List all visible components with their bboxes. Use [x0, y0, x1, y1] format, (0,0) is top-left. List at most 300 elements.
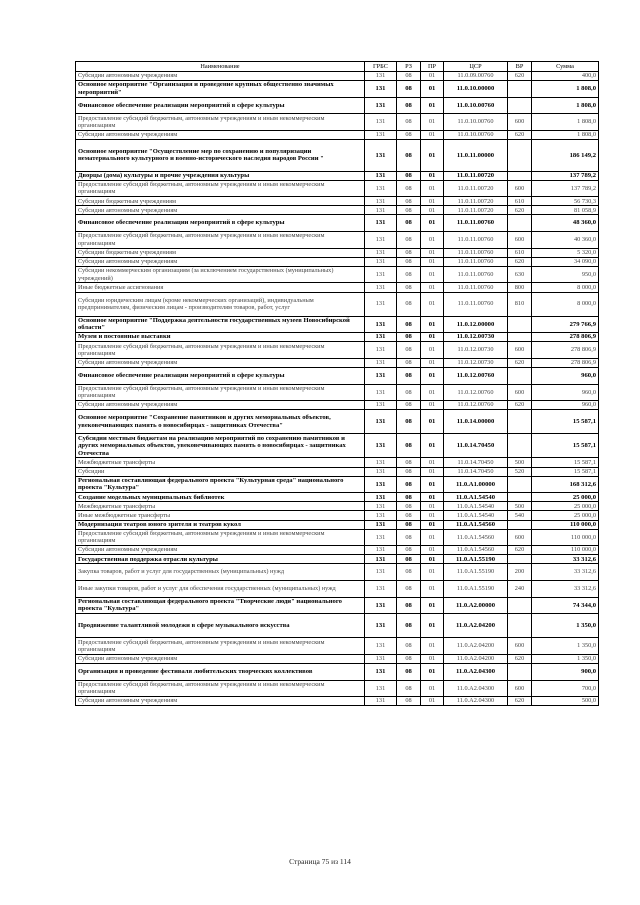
row-name: Иные бюджетные ассигнования: [76, 283, 365, 292]
row-csr: 11.0.11.00760: [444, 266, 508, 283]
row-vr: [508, 367, 532, 384]
row-csr: 11.0.11.00720: [444, 171, 508, 180]
row-pr: 01: [421, 434, 444, 458]
row-rz: 08: [397, 171, 421, 180]
row-sum: 33 312,6: [532, 564, 599, 581]
table-row: [76, 266, 599, 283]
row-vr: [508, 555, 532, 564]
row-name: Межбюджетные трансферты: [76, 458, 365, 467]
row-name: Закупка товаров, работ и услуг для государственных (муниципальных) нужд: [76, 564, 365, 581]
row-csr: 11.0.12.00760: [444, 367, 508, 384]
row-vr: 800: [508, 283, 532, 292]
table-row: [76, 654, 599, 663]
table-header: [76, 62, 599, 72]
row-vr: [508, 663, 532, 680]
row-csr: 11.0.11.00760: [444, 257, 508, 266]
row-vr: [508, 614, 532, 638]
budget-table: [75, 61, 599, 706]
table-row: [76, 529, 599, 546]
table-row: [76, 171, 599, 180]
row-csr: 11.0.10.00760: [444, 97, 508, 114]
row-name: Предоставление субсидий бюджетным, автономным учреждениям и иным некоммерческим организациям: [76, 384, 365, 401]
row-grbs: 131: [365, 434, 397, 458]
table-row: [76, 680, 599, 697]
row-name: Субсидии некоммерческим организациям (за исключением государственных (муниципальных) учреждений): [76, 266, 365, 283]
row-rz: 08: [397, 283, 421, 292]
row-rz: 08: [397, 555, 421, 564]
row-pr: 01: [421, 248, 444, 257]
row-vr: 620: [508, 72, 532, 81]
row-sum: 960,0: [532, 367, 599, 384]
row-csr: 11.0.A1.54560: [444, 529, 508, 546]
table-row: [76, 467, 599, 476]
row-vr: 500: [508, 458, 532, 467]
row-sum: 1 350,0: [532, 638, 599, 655]
row-vr: 600: [508, 638, 532, 655]
row-rz: 08: [397, 401, 421, 410]
table-row: [76, 555, 599, 564]
row-rz: 08: [397, 654, 421, 663]
row-vr: 600: [508, 529, 532, 546]
page-footer: Страница 75 из 114: [289, 857, 351, 866]
row-sum: 1 808,0: [532, 81, 599, 98]
row-sum: 33 312,6: [532, 555, 599, 564]
row-grbs: 131: [365, 171, 397, 180]
row-sum: 110 000,0: [532, 520, 599, 529]
row-vr: [508, 410, 532, 434]
row-grbs: 131: [365, 206, 397, 215]
row-vr: [508, 434, 532, 458]
row-csr: 11.0.A2.00000: [444, 597, 508, 614]
row-vr: 610: [508, 197, 532, 206]
table-row: [76, 638, 599, 655]
row-grbs: 131: [365, 139, 397, 171]
table-row: [76, 292, 599, 316]
row-pr: 01: [421, 206, 444, 215]
row-csr: 11.0.A1.54540: [444, 502, 508, 511]
row-csr: 11.0.12.00730: [444, 333, 508, 342]
row-pr: 01: [421, 546, 444, 555]
row-csr: 11.0.12.00730: [444, 342, 508, 359]
row-vr: 600: [508, 384, 532, 401]
row-csr: 11.0.11.00000: [444, 139, 508, 171]
row-grbs: 131: [365, 476, 397, 493]
row-sum: 1 350,0: [532, 654, 599, 663]
table-row: [76, 564, 599, 581]
row-csr: 11.0.09.00760: [444, 72, 508, 81]
table-row: [76, 97, 599, 114]
row-pr: 01: [421, 384, 444, 401]
row-name: Иные закупки товаров, работ и услуг для обеспечения государственных (муниципальных) нужд: [76, 580, 365, 597]
row-sum: 1 808,0: [532, 114, 599, 131]
row-grbs: 131: [365, 502, 397, 511]
row-rz: 08: [397, 248, 421, 257]
row-rz: 08: [397, 502, 421, 511]
row-csr: 11.0.A1.54560: [444, 546, 508, 555]
table-row: [76, 232, 599, 249]
row-pr: 01: [421, 180, 444, 197]
row-rz: 08: [397, 467, 421, 476]
row-grbs: 131: [365, 410, 397, 434]
row-pr: 01: [421, 316, 444, 333]
row-sum: 500,0: [532, 697, 599, 706]
row-csr: 11.0.A1.54540: [444, 493, 508, 502]
row-csr: 11.0.11.00720: [444, 197, 508, 206]
row-vr: 810: [508, 292, 532, 316]
row-csr: 11.0.A1.00000: [444, 476, 508, 493]
row-pr: 01: [421, 580, 444, 597]
row-pr: 01: [421, 171, 444, 180]
row-sum: 278 806,9: [532, 342, 599, 359]
row-csr: 11.0.11.00760: [444, 292, 508, 316]
table-row: [76, 81, 599, 98]
row-grbs: 131: [365, 130, 397, 139]
row-pr: 01: [421, 257, 444, 266]
row-name: Предоставление субсидий бюджетным, автономным учреждениям и иным некоммерческим организациям: [76, 529, 365, 546]
row-rz: 08: [397, 97, 421, 114]
row-name: Субсидии автономным учреждениям: [76, 358, 365, 367]
row-rz: 08: [397, 257, 421, 266]
document-page: [75, 61, 598, 706]
row-pr: 01: [421, 358, 444, 367]
row-vr: 200: [508, 564, 532, 581]
row-sum: 1 808,0: [532, 97, 599, 114]
row-csr: 11.0.11.00720: [444, 206, 508, 215]
table-row: [76, 197, 599, 206]
row-rz: 08: [397, 680, 421, 697]
row-grbs: 131: [365, 546, 397, 555]
row-vr: 600: [508, 180, 532, 197]
row-vr: [508, 97, 532, 114]
row-pr: 01: [421, 654, 444, 663]
row-rz: 08: [397, 564, 421, 581]
row-grbs: 131: [365, 401, 397, 410]
row-rz: 08: [397, 580, 421, 597]
row-name: Основное мероприятие "Организация и проведение крупных общественно значимых мероприятий": [76, 81, 365, 98]
row-pr: 01: [421, 72, 444, 81]
row-vr: [508, 520, 532, 529]
row-vr: 600: [508, 342, 532, 359]
row-csr: 11.0.11.00760: [444, 248, 508, 257]
row-name: Субсидии автономным учреждениям: [76, 206, 365, 215]
row-csr: 11.0.12.00000: [444, 316, 508, 333]
row-vr: 600: [508, 680, 532, 697]
row-grbs: 131: [365, 680, 397, 697]
row-pr: 01: [421, 614, 444, 638]
row-vr: 540: [508, 511, 532, 520]
header-rz: РЗ: [397, 62, 421, 72]
header-sum: Сумма: [532, 62, 599, 72]
row-rz: 08: [397, 114, 421, 131]
row-pr: 01: [421, 367, 444, 384]
row-grbs: 131: [365, 97, 397, 114]
row-pr: 01: [421, 401, 444, 410]
row-pr: 01: [421, 333, 444, 342]
row-sum: 81 058,9: [532, 206, 599, 215]
row-vr: 500: [508, 502, 532, 511]
row-vr: [508, 215, 532, 232]
row-name: Межбюджетные трансферты: [76, 502, 365, 511]
row-pr: 01: [421, 680, 444, 697]
row-grbs: 131: [365, 81, 397, 98]
row-rz: 08: [397, 266, 421, 283]
row-name: Субсидии юридическим лицам (кроме некоммерческих организаций), индивидуальным предпринимателям, физическим лицам - производителям товаров, работ, услуг: [76, 292, 365, 316]
row-name: Региональная составляющая федерального проекта "Культурная среда" национального проекта "Культура": [76, 476, 365, 493]
row-csr: 11.0.11.00760: [444, 215, 508, 232]
header-name: Наименование: [76, 62, 365, 72]
table-row: [76, 511, 599, 520]
row-grbs: 131: [365, 197, 397, 206]
row-name: Субсидии автономным учреждениям: [76, 546, 365, 555]
row-grbs: 131: [365, 248, 397, 257]
row-sum: 5 320,0: [532, 248, 599, 257]
row-pr: 01: [421, 232, 444, 249]
row-vr: 600: [508, 232, 532, 249]
row-sum: 137 789,2: [532, 180, 599, 197]
row-rz: 08: [397, 130, 421, 139]
row-sum: 15 587,1: [532, 434, 599, 458]
table-row: [76, 663, 599, 680]
row-name: Продвижение талантливой молодежи в сфере музыкального искусства: [76, 614, 365, 638]
row-pr: 01: [421, 215, 444, 232]
row-pr: 01: [421, 493, 444, 502]
row-sum: 25 000,0: [532, 502, 599, 511]
row-pr: 01: [421, 139, 444, 171]
row-vr: [508, 493, 532, 502]
table-row: [76, 697, 599, 706]
table-row: [76, 476, 599, 493]
row-pr: 01: [421, 410, 444, 434]
row-sum: 186 149,2: [532, 139, 599, 171]
table-row: [76, 342, 599, 359]
table-body: [76, 72, 599, 706]
row-name: Предоставление субсидий бюджетным, автономным учреждениям и иным некоммерческим организациям: [76, 114, 365, 131]
row-vr: 620: [508, 697, 532, 706]
row-rz: 08: [397, 197, 421, 206]
table-row: [76, 180, 599, 197]
row-name: Государственная поддержка отрасли культуры: [76, 555, 365, 564]
row-sum: 15 587,1: [532, 467, 599, 476]
row-vr: 610: [508, 248, 532, 257]
row-csr: 11.0.A2.04300: [444, 663, 508, 680]
row-name: Основное мероприятие "Сохранение памятников и других мемориальных объектов, увековечивающих память о новосибирцах - защитниках Отечества": [76, 410, 365, 434]
row-grbs: 131: [365, 555, 397, 564]
row-vr: [508, 476, 532, 493]
row-sum: 25 000,0: [532, 493, 599, 502]
header-vr: ВР: [508, 62, 532, 72]
row-pr: 01: [421, 511, 444, 520]
row-csr: 11.0.10.00760: [444, 130, 508, 139]
row-vr: [508, 316, 532, 333]
header-csr: ЦСР: [444, 62, 508, 72]
row-csr: 11.0.A2.04200: [444, 614, 508, 638]
row-sum: 15 587,1: [532, 458, 599, 467]
row-csr: 11.0.A2.04300: [444, 697, 508, 706]
header-pr: ПР: [421, 62, 444, 72]
table-row: [76, 206, 599, 215]
row-rz: 08: [397, 511, 421, 520]
table-row: [76, 130, 599, 139]
row-sum: 950,0: [532, 266, 599, 283]
table-row: [76, 580, 599, 597]
row-grbs: 131: [365, 529, 397, 546]
row-grbs: 131: [365, 564, 397, 581]
row-rz: 08: [397, 206, 421, 215]
table-row: [76, 384, 599, 401]
row-rz: 08: [397, 72, 421, 81]
row-sum: 960,0: [532, 384, 599, 401]
row-vr: [508, 81, 532, 98]
row-grbs: 131: [365, 614, 397, 638]
row-name: Субсидии автономным учреждениям: [76, 257, 365, 266]
row-grbs: 131: [365, 493, 397, 502]
row-name: Предоставление субсидий бюджетным, автономным учреждениям и иным некоммерческим организациям: [76, 232, 365, 249]
row-rz: 08: [397, 546, 421, 555]
row-name: Организация и проведение фестиваля любительских творческих коллективов: [76, 663, 365, 680]
row-vr: 620: [508, 546, 532, 555]
row-sum: 278 806,9: [532, 333, 599, 342]
row-sum: 8 000,0: [532, 283, 599, 292]
table-row: [76, 72, 599, 81]
row-vr: [508, 333, 532, 342]
row-rz: 08: [397, 232, 421, 249]
row-pr: 01: [421, 502, 444, 511]
row-name: Субсидии местным бюджетам на реализацию мероприятий по сохранению памятников и других мемориальных объектов, увековечивающих память о новосибирцах - защитниках Отечества: [76, 434, 365, 458]
row-csr: 11.0.A1.55190: [444, 564, 508, 581]
row-csr: 11.0.11.00760: [444, 232, 508, 249]
row-rz: 08: [397, 434, 421, 458]
row-name: Модернизация театров юного зрителя и театров кукол: [76, 520, 365, 529]
table-row: [76, 367, 599, 384]
row-csr: 11.0.A1.54560: [444, 520, 508, 529]
row-rz: 08: [397, 180, 421, 197]
row-grbs: 131: [365, 520, 397, 529]
row-name: Субсидии автономным учреждениям: [76, 72, 365, 81]
row-sum: 56 730,3: [532, 197, 599, 206]
row-rz: 08: [397, 493, 421, 502]
row-rz: 08: [397, 697, 421, 706]
row-sum: 74 344,0: [532, 597, 599, 614]
row-pr: 01: [421, 638, 444, 655]
row-rz: 08: [397, 529, 421, 546]
row-csr: 11.0.10.00760: [444, 114, 508, 131]
row-csr: 11.0.12.00760: [444, 401, 508, 410]
row-rz: 08: [397, 292, 421, 316]
row-csr: 11.0.A2.04300: [444, 680, 508, 697]
row-pr: 01: [421, 476, 444, 493]
row-rz: 08: [397, 333, 421, 342]
row-grbs: 131: [365, 597, 397, 614]
row-name: Предоставление субсидий бюджетным, автономным учреждениям и иным некоммерческим организациям: [76, 638, 365, 655]
row-name: Музеи и постоянные выставки: [76, 333, 365, 342]
row-grbs: 131: [365, 654, 397, 663]
row-sum: 15 587,1: [532, 410, 599, 434]
row-grbs: 131: [365, 697, 397, 706]
table-row: [76, 316, 599, 333]
row-rz: 08: [397, 663, 421, 680]
row-pr: 01: [421, 114, 444, 131]
row-rz: 08: [397, 384, 421, 401]
row-vr: 600: [508, 114, 532, 131]
row-rz: 08: [397, 215, 421, 232]
row-pr: 01: [421, 697, 444, 706]
row-sum: 1 808,0: [532, 130, 599, 139]
row-csr: 11.0.A1.54540: [444, 511, 508, 520]
row-csr: 11.0.11.00760: [444, 283, 508, 292]
row-pr: 01: [421, 283, 444, 292]
row-name: Субсидии: [76, 467, 365, 476]
table-row: [76, 215, 599, 232]
row-csr: 11.0.14.70450: [444, 434, 508, 458]
row-name: Предоставление субсидий бюджетным, автономным учреждениям и иным некоммерческим организациям: [76, 680, 365, 697]
row-rz: 08: [397, 614, 421, 638]
row-sum: 1 350,0: [532, 614, 599, 638]
row-grbs: 131: [365, 333, 397, 342]
table-row: [76, 520, 599, 529]
row-sum: 278 806,9: [532, 358, 599, 367]
table-row: [76, 493, 599, 502]
row-rz: 08: [397, 520, 421, 529]
row-name: Субсидии бюджетным учреждениям: [76, 197, 365, 206]
row-vr: 620: [508, 401, 532, 410]
row-csr: 11.0.14.70450: [444, 467, 508, 476]
row-sum: 34 090,0: [532, 257, 599, 266]
table-row: [76, 458, 599, 467]
row-pr: 01: [421, 597, 444, 614]
table-row: [76, 614, 599, 638]
row-name: Иные межбюджетные трансферты: [76, 511, 365, 520]
row-csr: 11.0.A2.04200: [444, 654, 508, 663]
row-sum: 900,0: [532, 663, 599, 680]
row-grbs: 131: [365, 292, 397, 316]
row-sum: 168 312,6: [532, 476, 599, 493]
row-grbs: 131: [365, 257, 397, 266]
row-pr: 01: [421, 458, 444, 467]
row-csr: 11.0.12.00760: [444, 384, 508, 401]
row-name: Основное мероприятие "Поддержка деятельности государственных музеев Новосибирской области": [76, 316, 365, 333]
row-csr: 11.0.A1.55190: [444, 555, 508, 564]
row-rz: 08: [397, 316, 421, 333]
row-sum: 279 766,9: [532, 316, 599, 333]
row-grbs: 131: [365, 367, 397, 384]
row-grbs: 131: [365, 467, 397, 476]
row-name: Финансовое обеспечение реализации мероприятий в сфере культуры: [76, 97, 365, 114]
table-row: [76, 597, 599, 614]
row-grbs: 131: [365, 358, 397, 367]
row-sum: 137 789,2: [532, 171, 599, 180]
row-vr: 620: [508, 257, 532, 266]
row-vr: 620: [508, 654, 532, 663]
row-sum: 25 000,0: [532, 511, 599, 520]
row-pr: 01: [421, 130, 444, 139]
table-row: [76, 434, 599, 458]
row-rz: 08: [397, 597, 421, 614]
row-pr: 01: [421, 97, 444, 114]
row-grbs: 131: [365, 266, 397, 283]
row-pr: 01: [421, 555, 444, 564]
row-csr: 11.0.11.00720: [444, 180, 508, 197]
row-name: Предоставление субсидий бюджетным, автономным учреждениям и иным некоммерческим организациям: [76, 342, 365, 359]
row-sum: 40 360,0: [532, 232, 599, 249]
row-pr: 01: [421, 520, 444, 529]
row-sum: 110 000,0: [532, 529, 599, 546]
table-row: [76, 257, 599, 266]
row-rz: 08: [397, 81, 421, 98]
row-name: Субсидии автономным учреждениям: [76, 697, 365, 706]
row-grbs: 131: [365, 72, 397, 81]
row-grbs: 131: [365, 663, 397, 680]
row-rz: 08: [397, 367, 421, 384]
